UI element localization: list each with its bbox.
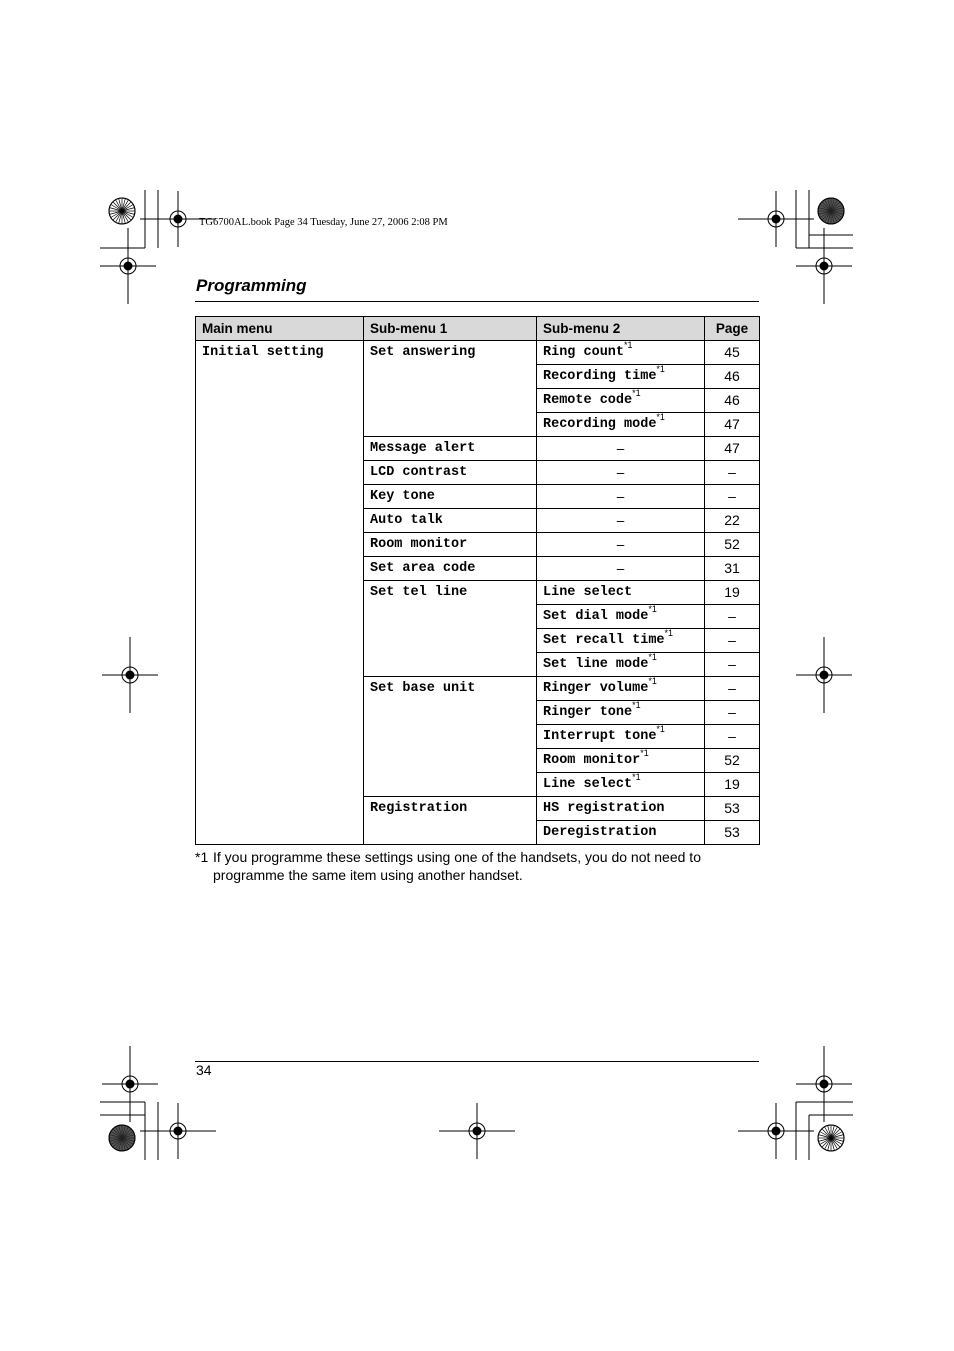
page-cell: –	[705, 725, 760, 749]
page-number: 34	[196, 1062, 212, 1078]
programming-menu-table	[195, 316, 760, 845]
sub-menu-2-cell	[537, 365, 705, 389]
page-cell: –	[705, 701, 760, 725]
sub-menu-2-label: –	[616, 561, 625, 576]
sub-menu-2-label: Set recall time	[543, 633, 665, 648]
sub-menu-2-label: –	[616, 513, 625, 528]
page-cell: 53	[705, 821, 760, 845]
footnote-text: If you programme these settings using one of the handsets, you do not need to programme the same item using another handset.	[213, 849, 701, 883]
page-cell: –	[705, 629, 760, 653]
sub-menu-2-cell	[537, 725, 705, 749]
sub-menu-2-label: –	[616, 441, 625, 456]
page-cell: 45	[705, 341, 760, 365]
sub-menu-2-cell	[537, 677, 705, 701]
sub-menu-2-label: Recording time	[543, 369, 657, 384]
sub-menu-1-cell: Auto talk	[364, 509, 537, 533]
page-cell: 31	[705, 557, 760, 581]
page-cell: –	[705, 485, 760, 509]
sub-menu-2-cell	[537, 821, 705, 845]
page-cell: 46	[705, 365, 760, 389]
sub-menu-2-cell	[537, 701, 705, 725]
sub-menu-2-label: Line select	[543, 585, 633, 600]
footnote-ref: *1	[632, 772, 641, 782]
page-cell: 46	[705, 389, 760, 413]
table-row	[196, 341, 760, 365]
sub-menu-1-cell: Set tel line	[364, 581, 537, 677]
footnote-ref: *1	[648, 604, 657, 614]
sub-menu-2-label: Room monitor	[543, 753, 641, 768]
table-header-row	[196, 317, 760, 341]
sub-menu-1-cell: Room monitor	[364, 533, 537, 557]
page-cell: –	[705, 677, 760, 701]
page-cell: 19	[705, 581, 760, 605]
footnote-ref: *1	[648, 652, 657, 662]
sub-menu-2-cell	[537, 437, 705, 461]
footnote-ref: *1	[632, 388, 641, 398]
page-cell: 52	[705, 533, 760, 557]
header-main-menu: Main menu	[196, 317, 364, 341]
page-cell: 19	[705, 773, 760, 797]
page-cell: 52	[705, 749, 760, 773]
sub-menu-2-cell	[537, 605, 705, 629]
footnote-ref: *1	[656, 724, 665, 734]
sub-menu-2-cell	[537, 581, 705, 605]
sub-menu-2-label: –	[616, 537, 625, 552]
page-cell: –	[705, 653, 760, 677]
page-cell: 47	[705, 437, 760, 461]
print-metadata: TG6700AL.book Page 34 Tuesday, June 27, 2006 2:08 PM	[199, 217, 448, 228]
sub-menu-1-cell: Registration	[364, 797, 537, 845]
sub-menu-2-label: –	[616, 465, 625, 480]
sub-menu-1-cell: LCD contrast	[364, 461, 537, 485]
sub-menu-2-label: Set line mode	[543, 657, 649, 672]
sub-menu-2-cell	[537, 413, 705, 437]
header-rule	[195, 301, 759, 302]
sub-menu-2-label: Deregistration	[543, 825, 657, 840]
footnote-ref: *1	[640, 748, 649, 758]
footnote-ref: *1	[632, 700, 641, 710]
table-body	[196, 341, 760, 845]
footnote-ref: *1	[656, 364, 665, 374]
sub-menu-2-label: Ringer tone	[543, 705, 633, 720]
sub-menu-2-cell	[537, 341, 705, 365]
sub-menu-2-label: Ring count	[543, 345, 625, 360]
main-menu-cell: Initial setting	[196, 341, 364, 845]
page-cell: 53	[705, 797, 760, 821]
section-title: Programming	[196, 276, 307, 295]
footnote-ref: *1	[624, 340, 633, 350]
footnote	[195, 848, 755, 884]
sub-menu-2-cell	[537, 797, 705, 821]
page-cell: –	[705, 605, 760, 629]
sub-menu-2-cell	[537, 461, 705, 485]
sub-menu-2-label: Interrupt tone	[543, 729, 657, 744]
sub-menu-2-cell	[537, 653, 705, 677]
header-sub-menu-2: Sub-menu 2	[537, 317, 705, 341]
sub-menu-1-cell: Set base unit	[364, 677, 537, 797]
sub-menu-1-cell: Message alert	[364, 437, 537, 461]
sub-menu-2-cell	[537, 533, 705, 557]
sub-menu-1-cell: Set area code	[364, 557, 537, 581]
sub-menu-2-label: –	[616, 489, 625, 504]
sub-menu-1-cell: Set answering	[364, 341, 537, 437]
sub-menu-2-cell	[537, 485, 705, 509]
sub-menu-2-label: Line select	[543, 777, 633, 792]
footnote-ref: *1	[664, 628, 674, 638]
footnote-mark: *1	[195, 849, 209, 865]
sub-menu-2-cell	[537, 773, 705, 797]
footnote-ref: *1	[656, 412, 665, 422]
sub-menu-2-cell	[537, 557, 705, 581]
page-cell: –	[705, 461, 760, 485]
footnote-ref: *1	[648, 676, 657, 686]
sub-menu-2-cell	[537, 749, 705, 773]
sub-menu-2-label: Recording mode	[543, 417, 657, 432]
page-cell: 22	[705, 509, 760, 533]
sub-menu-2-label: Ringer volume	[543, 681, 649, 696]
header-sub-menu-1: Sub-menu 1	[364, 317, 537, 341]
sub-menu-2-cell	[537, 509, 705, 533]
footer-rule	[195, 1061, 759, 1062]
sub-menu-2-label: Remote code	[543, 393, 633, 408]
sub-menu-2-cell	[537, 629, 705, 653]
sub-menu-2-cell	[537, 389, 705, 413]
sub-menu-1-cell: Key tone	[364, 485, 537, 509]
page-cell: 47	[705, 413, 760, 437]
header-page: Page	[705, 317, 760, 341]
sub-menu-2-label: Set dial mode	[543, 609, 649, 624]
sub-menu-2-label: HS registration	[543, 801, 665, 816]
